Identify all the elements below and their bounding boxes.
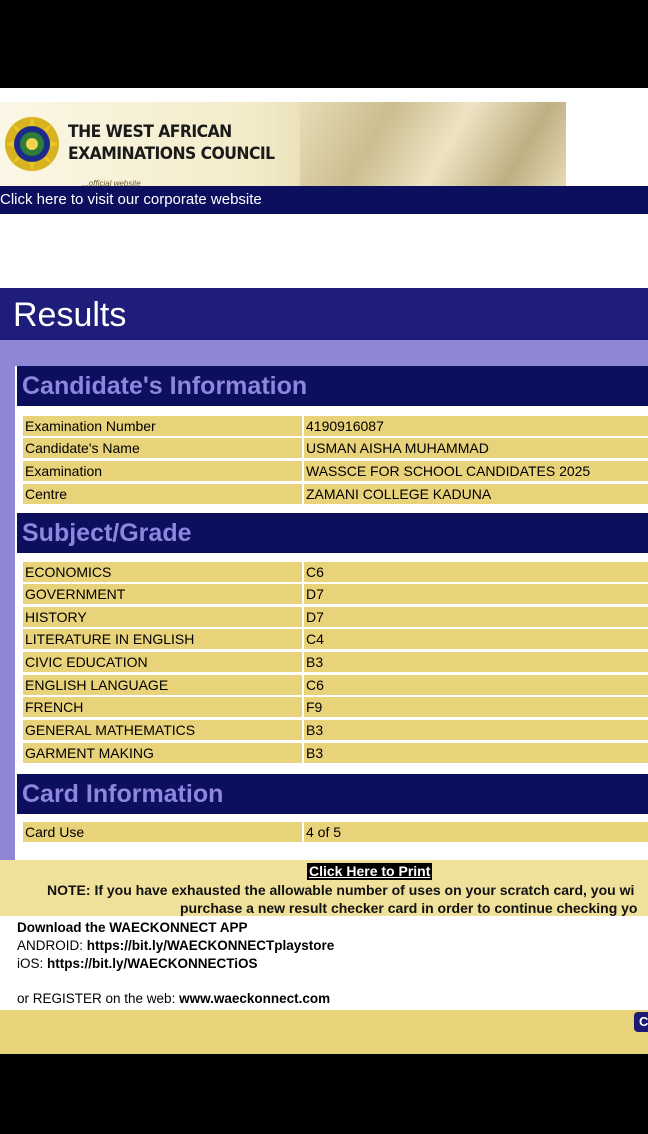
subject-grade: F9 [304,697,648,717]
register-label: or REGISTER on the web: [17,991,180,1006]
print-button[interactable]: Click Here to Print [309,863,431,879]
subject-name: LITERATURE IN ENGLISH [23,629,302,649]
subject-name: ECONOMICS [23,562,302,582]
waec-seal-icon [4,116,60,172]
info-label: Examination Number [23,416,302,436]
candidate-info-header [17,366,648,406]
info-label: Examination [23,461,302,481]
card-use-value: 4 of 5 [304,822,648,842]
results-header-bar [0,288,648,340]
corporate-link-bar [0,186,648,214]
subject-name: GARMENT MAKING [23,743,302,763]
ios-link[interactable]: https://bit.ly/WAECKONNECTiOS [47,956,258,971]
app-heading: Download the WAECKONNECT APP [17,920,248,935]
register-link[interactable]: www.waeckonnect.com [179,991,331,1006]
table-row [23,822,648,842]
students-photo [300,102,566,186]
table-row [23,484,648,504]
ios-label: iOS: [17,956,48,971]
info-value: WASSCE FOR SCHOOL CANDIDATES 2025 [304,461,648,481]
results-panel [0,340,648,860]
register-line [17,991,330,1006]
ios-line [17,956,258,971]
subject-grade: C4 [304,629,648,649]
org-name-line2: EXAMINATIONS COUNCIL [68,144,275,164]
android-link[interactable]: https://bit.ly/WAECKONNECTplaystore [86,938,335,953]
card-info-header [17,774,648,814]
subject-grade: D7 [304,584,648,604]
table-row [23,743,648,763]
subject-grade: B3 [304,720,648,740]
card-use-label: Card Use [23,822,302,842]
android-label: ANDROID: [17,938,87,953]
info-label: Centre [23,484,302,504]
note-text-line1: NOTE: If you have exhausted the allowable number of uses on your scratch card, you wi [47,882,635,898]
subject-grade: C6 [304,675,648,695]
subject-name: GOVERNMENT [23,584,302,604]
android-line [17,938,334,953]
page-title: Results [13,296,127,334]
candidate-info-heading: Candidate's Information [22,372,308,400]
note-text-line2: purchase a new result checker card in order to continue checking yo [180,900,638,916]
subject-grade-header [17,513,648,553]
table-row [23,584,648,604]
table-row [23,438,648,458]
subject-name: CIVIC EDUCATION [23,652,302,672]
results-content [15,366,648,860]
footer-bar [0,1010,648,1054]
card-info-heading: Card Information [22,780,224,808]
table-row [23,629,648,649]
table-row [23,675,648,695]
table-row [23,720,648,740]
table-row [23,461,648,481]
results-page [0,88,648,1054]
subject-grade: B3 [304,743,648,763]
table-row [23,697,648,717]
info-value: USMAN AISHA MUHAMMAD [304,438,648,458]
subject-name: HISTORY [23,607,302,627]
info-value: 4190916087 [304,416,648,436]
subject-grade: C6 [304,562,648,582]
app-download-box [0,916,648,1010]
waec-header-banner [0,102,566,186]
info-value: ZAMANI COLLEGE KADUNA [304,484,648,504]
table-row [23,652,648,672]
org-tagline: ...official website [82,179,141,186]
subject-name: ENGLISH LANGUAGE [23,675,302,695]
subject-grade-heading: Subject/Grade [22,519,192,547]
subject-grade: B3 [304,652,648,672]
table-row [23,562,648,582]
footer-button[interactable]: C [634,1012,648,1032]
corporate-website-link[interactable]: Click here to visit our corporate website [0,191,262,208]
org-name [68,121,275,165]
subject-name: GENERAL MATHEMATICS [23,720,302,740]
info-label: Candidate's Name [23,438,302,458]
print-note-area [0,860,648,916]
org-name-line1: THE WEST AFRICAN [68,122,232,142]
subject-grade: D7 [304,607,648,627]
table-row [23,607,648,627]
table-row [23,416,648,436]
subject-name: FRENCH [23,697,302,717]
